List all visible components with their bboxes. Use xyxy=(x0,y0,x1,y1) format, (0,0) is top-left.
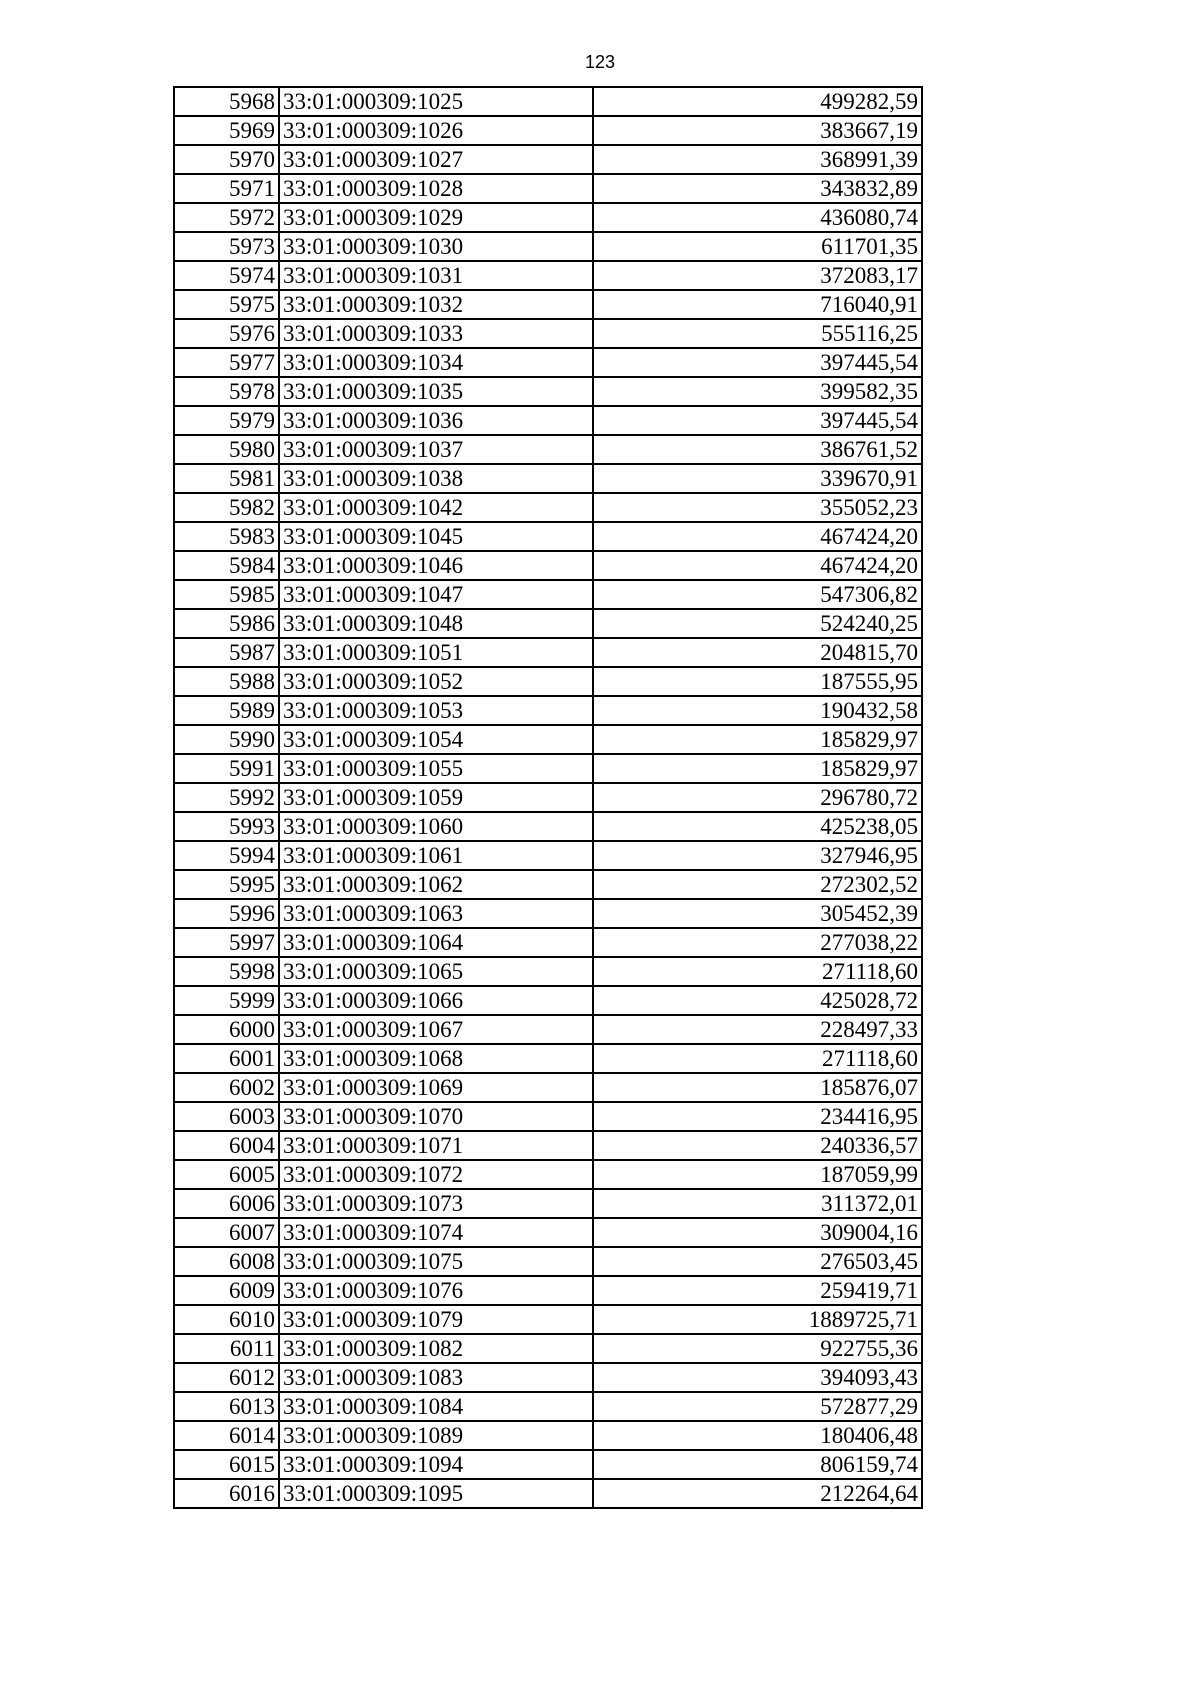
cadastral-number-cell: 33:01:000309:1094 xyxy=(279,1450,593,1479)
row-number-cell: 5978 xyxy=(174,377,279,406)
cadastral-value-cell: 276503,45 xyxy=(593,1247,922,1276)
cadastral-number-cell: 33:01:000309:1053 xyxy=(279,696,593,725)
cadastral-number-cell: 33:01:000309:1037 xyxy=(279,435,593,464)
table-row xyxy=(174,116,922,145)
row-number-cell: 5968 xyxy=(174,87,279,116)
table-row xyxy=(174,696,922,725)
row-number-cell: 5981 xyxy=(174,464,279,493)
cadastral-number-cell: 33:01:000309:1076 xyxy=(279,1276,593,1305)
table-row xyxy=(174,1334,922,1363)
row-number-cell: 5996 xyxy=(174,899,279,928)
cadastral-number-cell: 33:01:000309:1036 xyxy=(279,406,593,435)
table-row xyxy=(174,638,922,667)
cadastral-number-cell: 33:01:000309:1046 xyxy=(279,551,593,580)
row-number-cell: 5989 xyxy=(174,696,279,725)
cadastral-value-cell: 234416,95 xyxy=(593,1102,922,1131)
table-row xyxy=(174,1044,922,1073)
cadastral-value-cell: 277038,22 xyxy=(593,928,922,957)
table-row xyxy=(174,1073,922,1102)
cadastral-value-cell: 806159,74 xyxy=(593,1450,922,1479)
table-row xyxy=(174,203,922,232)
cadastral-number-cell: 33:01:000309:1072 xyxy=(279,1160,593,1189)
cadastral-value-cell: 185829,97 xyxy=(593,725,922,754)
cadastral-value-cell: 425238,05 xyxy=(593,812,922,841)
cadastral-value-cell: 399582,35 xyxy=(593,377,922,406)
table-row xyxy=(174,1218,922,1247)
table-row xyxy=(174,261,922,290)
cadastral-number-cell: 33:01:000309:1025 xyxy=(279,87,593,116)
table-row xyxy=(174,377,922,406)
table-row xyxy=(174,841,922,870)
row-number-cell: 5986 xyxy=(174,609,279,638)
row-number-cell: 5987 xyxy=(174,638,279,667)
cadastral-value-cell: 272302,52 xyxy=(593,870,922,899)
cadastral-value-cell: 394093,43 xyxy=(593,1363,922,1392)
cadastral-number-cell: 33:01:000309:1095 xyxy=(279,1479,593,1508)
cadastral-value-cell: 185876,07 xyxy=(593,1073,922,1102)
table-row xyxy=(174,406,922,435)
row-number-cell: 5971 xyxy=(174,174,279,203)
cadastral-value-cell: 271118,60 xyxy=(593,957,922,986)
cadastral-number-cell: 33:01:000309:1073 xyxy=(279,1189,593,1218)
table-row xyxy=(174,1421,922,1450)
cadastral-value-cell: 425028,72 xyxy=(593,986,922,1015)
cadastral-value-cell: 204815,70 xyxy=(593,638,922,667)
table-row xyxy=(174,667,922,696)
cadastral-number-cell: 33:01:000309:1032 xyxy=(279,290,593,319)
cadastral-value-cell: 467424,20 xyxy=(593,522,922,551)
row-number-cell: 6011 xyxy=(174,1334,279,1363)
cadastral-number-cell: 33:01:000309:1048 xyxy=(279,609,593,638)
cadastral-number-cell: 33:01:000309:1045 xyxy=(279,522,593,551)
cadastral-value-cell: 212264,64 xyxy=(593,1479,922,1508)
table-row xyxy=(174,1363,922,1392)
row-number-cell: 5974 xyxy=(174,261,279,290)
cadastral-value-cell: 1889725,71 xyxy=(593,1305,922,1334)
cadastral-value-cell: 499282,59 xyxy=(593,87,922,116)
cadastral-number-cell: 33:01:000309:1027 xyxy=(279,145,593,174)
cadastral-number-cell: 33:01:000309:1083 xyxy=(279,1363,593,1392)
table-row xyxy=(174,928,922,957)
cadastral-value-cell: 467424,20 xyxy=(593,551,922,580)
row-number-cell: 6016 xyxy=(174,1479,279,1508)
cadastral-number-cell: 33:01:000309:1064 xyxy=(279,928,593,957)
cadastral-number-cell: 33:01:000309:1068 xyxy=(279,1044,593,1073)
table-row xyxy=(174,1450,922,1479)
table-row xyxy=(174,812,922,841)
table-row xyxy=(174,522,922,551)
cadastral-value-cell: 339670,91 xyxy=(593,464,922,493)
cadastral-value-cell: 296780,72 xyxy=(593,783,922,812)
row-number-cell: 5976 xyxy=(174,319,279,348)
row-number-cell: 5980 xyxy=(174,435,279,464)
cadastral-number-cell: 33:01:000309:1054 xyxy=(279,725,593,754)
table-row xyxy=(174,899,922,928)
cadastral-value-cell: 185829,97 xyxy=(593,754,922,783)
cadastral-number-cell: 33:01:000309:1026 xyxy=(279,116,593,145)
cadastral-value-cell: 716040,91 xyxy=(593,290,922,319)
row-number-cell: 5985 xyxy=(174,580,279,609)
row-number-cell: 6008 xyxy=(174,1247,279,1276)
cadastral-value-cell: 572877,29 xyxy=(593,1392,922,1421)
page-number: 123 xyxy=(584,52,616,72)
cadastral-value-cell: 547306,82 xyxy=(593,580,922,609)
table-row xyxy=(174,145,922,174)
table-row xyxy=(174,87,922,116)
table-row xyxy=(174,783,922,812)
table-row xyxy=(174,290,922,319)
cadastral-number-cell: 33:01:000309:1062 xyxy=(279,870,593,899)
cadastral-value-cell: 180406,48 xyxy=(593,1421,922,1450)
row-number-cell: 5994 xyxy=(174,841,279,870)
cadastral-value-cell: 436080,74 xyxy=(593,203,922,232)
row-number-cell: 5984 xyxy=(174,551,279,580)
cadastral-value-cell: 922755,36 xyxy=(593,1334,922,1363)
row-number-cell: 6013 xyxy=(174,1392,279,1421)
cadastral-number-cell: 33:01:000309:1034 xyxy=(279,348,593,377)
cadastral-number-cell: 33:01:000309:1029 xyxy=(279,203,593,232)
cadastral-number-cell: 33:01:000309:1089 xyxy=(279,1421,593,1450)
cadastral-value-cell: 524240,25 xyxy=(593,609,922,638)
cadastral-number-cell: 33:01:000309:1082 xyxy=(279,1334,593,1363)
table-row xyxy=(174,1131,922,1160)
row-number-cell: 5993 xyxy=(174,812,279,841)
cadastral-number-cell: 33:01:000309:1047 xyxy=(279,580,593,609)
table-row xyxy=(174,1160,922,1189)
table-row xyxy=(174,348,922,377)
cadastral-number-cell: 33:01:000309:1075 xyxy=(279,1247,593,1276)
row-number-cell: 5982 xyxy=(174,493,279,522)
row-number-cell: 6009 xyxy=(174,1276,279,1305)
row-number-cell: 5991 xyxy=(174,754,279,783)
table-row xyxy=(174,435,922,464)
row-number-cell: 6007 xyxy=(174,1218,279,1247)
cadastral-number-cell: 33:01:000309:1031 xyxy=(279,261,593,290)
cadastral-value-cell: 190432,58 xyxy=(593,696,922,725)
row-number-cell: 5988 xyxy=(174,667,279,696)
table-row xyxy=(174,551,922,580)
table-row xyxy=(174,1276,922,1305)
cadastral-value-cell: 368991,39 xyxy=(593,145,922,174)
row-number-cell: 6010 xyxy=(174,1305,279,1334)
row-number-cell: 5998 xyxy=(174,957,279,986)
row-number-cell: 6001 xyxy=(174,1044,279,1073)
table-body xyxy=(174,87,922,1508)
row-number-cell: 6012 xyxy=(174,1363,279,1392)
cadastral-number-cell: 33:01:000309:1030 xyxy=(279,232,593,261)
cadastral-value-cell: 327946,95 xyxy=(593,841,922,870)
table-row xyxy=(174,986,922,1015)
table-row xyxy=(174,1479,922,1508)
cadastral-number-cell: 33:01:000309:1069 xyxy=(279,1073,593,1102)
table-row xyxy=(174,580,922,609)
table-row xyxy=(174,725,922,754)
cadastral-number-cell: 33:01:000309:1074 xyxy=(279,1218,593,1247)
cadastral-number-cell: 33:01:000309:1042 xyxy=(279,493,593,522)
row-number-cell: 6000 xyxy=(174,1015,279,1044)
cadastral-number-cell: 33:01:000309:1035 xyxy=(279,377,593,406)
cadastral-value-cell: 311372,01 xyxy=(593,1189,922,1218)
cadastral-value-cell: 309004,16 xyxy=(593,1218,922,1247)
row-number-cell: 5992 xyxy=(174,783,279,812)
table-row xyxy=(174,609,922,638)
cadastral-number-cell: 33:01:000309:1061 xyxy=(279,841,593,870)
cadastral-value-cell: 397445,54 xyxy=(593,406,922,435)
cadastral-value-cell: 228497,33 xyxy=(593,1015,922,1044)
cadastral-number-cell: 33:01:000309:1079 xyxy=(279,1305,593,1334)
cadastral-number-cell: 33:01:000309:1051 xyxy=(279,638,593,667)
row-number-cell: 6004 xyxy=(174,1131,279,1160)
row-number-cell: 5999 xyxy=(174,986,279,1015)
table-row xyxy=(174,1392,922,1421)
row-number-cell: 6006 xyxy=(174,1189,279,1218)
cadastral-value-cell: 259419,71 xyxy=(593,1276,922,1305)
table-row xyxy=(174,1305,922,1334)
cadastral-number-cell: 33:01:000309:1055 xyxy=(279,754,593,783)
cadastral-value-cell: 372083,17 xyxy=(593,261,922,290)
table-row xyxy=(174,754,922,783)
row-number-cell: 5977 xyxy=(174,348,279,377)
cadastral-number-cell: 33:01:000309:1038 xyxy=(279,464,593,493)
table-row xyxy=(174,957,922,986)
row-number-cell: 5975 xyxy=(174,290,279,319)
table-row xyxy=(174,1247,922,1276)
row-number-cell: 5979 xyxy=(174,406,279,435)
cadastral-value-cell: 397445,54 xyxy=(593,348,922,377)
cadastral-value-cell: 271118,60 xyxy=(593,1044,922,1073)
cadastral-value-cell: 611701,35 xyxy=(593,232,922,261)
cadastral-number-cell: 33:01:000309:1065 xyxy=(279,957,593,986)
cadastral-number-cell: 33:01:000309:1060 xyxy=(279,812,593,841)
row-number-cell: 6014 xyxy=(174,1421,279,1450)
cadastral-number-cell: 33:01:000309:1063 xyxy=(279,899,593,928)
table-row xyxy=(174,464,922,493)
row-number-cell: 6002 xyxy=(174,1073,279,1102)
cadastral-value-cell: 240336,57 xyxy=(593,1131,922,1160)
row-number-cell: 5990 xyxy=(174,725,279,754)
cadastral-number-cell: 33:01:000309:1071 xyxy=(279,1131,593,1160)
cadastral-number-cell: 33:01:000309:1033 xyxy=(279,319,593,348)
row-number-cell: 5995 xyxy=(174,870,279,899)
cadastral-value-cell: 355052,23 xyxy=(593,493,922,522)
cadastral-value-cell: 555116,25 xyxy=(593,319,922,348)
table-row xyxy=(174,493,922,522)
cadastral-value-table xyxy=(173,86,923,1509)
table-row xyxy=(174,870,922,899)
table-row xyxy=(174,1189,922,1218)
cadastral-number-cell: 33:01:000309:1052 xyxy=(279,667,593,696)
table-row xyxy=(174,319,922,348)
cadastral-number-cell: 33:01:000309:1066 xyxy=(279,986,593,1015)
row-number-cell: 5983 xyxy=(174,522,279,551)
cadastral-number-cell: 33:01:000309:1028 xyxy=(279,174,593,203)
cadastral-number-cell: 33:01:000309:1084 xyxy=(279,1392,593,1421)
row-number-cell: 6005 xyxy=(174,1160,279,1189)
cadastral-value-cell: 187555,95 xyxy=(593,667,922,696)
row-number-cell: 6015 xyxy=(174,1450,279,1479)
cadastral-value-cell: 386761,52 xyxy=(593,435,922,464)
row-number-cell: 6003 xyxy=(174,1102,279,1131)
row-number-cell: 5973 xyxy=(174,232,279,261)
row-number-cell: 5969 xyxy=(174,116,279,145)
row-number-cell: 5970 xyxy=(174,145,279,174)
cadastral-number-cell: 33:01:000309:1059 xyxy=(279,783,593,812)
table-row xyxy=(174,232,922,261)
table-row xyxy=(174,1015,922,1044)
row-number-cell: 5972 xyxy=(174,203,279,232)
cadastral-value-cell: 383667,19 xyxy=(593,116,922,145)
cadastral-value-cell: 343832,89 xyxy=(593,174,922,203)
cadastral-number-cell: 33:01:000309:1070 xyxy=(279,1102,593,1131)
cadastral-value-cell: 305452,39 xyxy=(593,899,922,928)
row-number-cell: 5997 xyxy=(174,928,279,957)
table-row xyxy=(174,1102,922,1131)
table-row xyxy=(174,174,922,203)
cadastral-value-cell: 187059,99 xyxy=(593,1160,922,1189)
cadastral-number-cell: 33:01:000309:1067 xyxy=(279,1015,593,1044)
